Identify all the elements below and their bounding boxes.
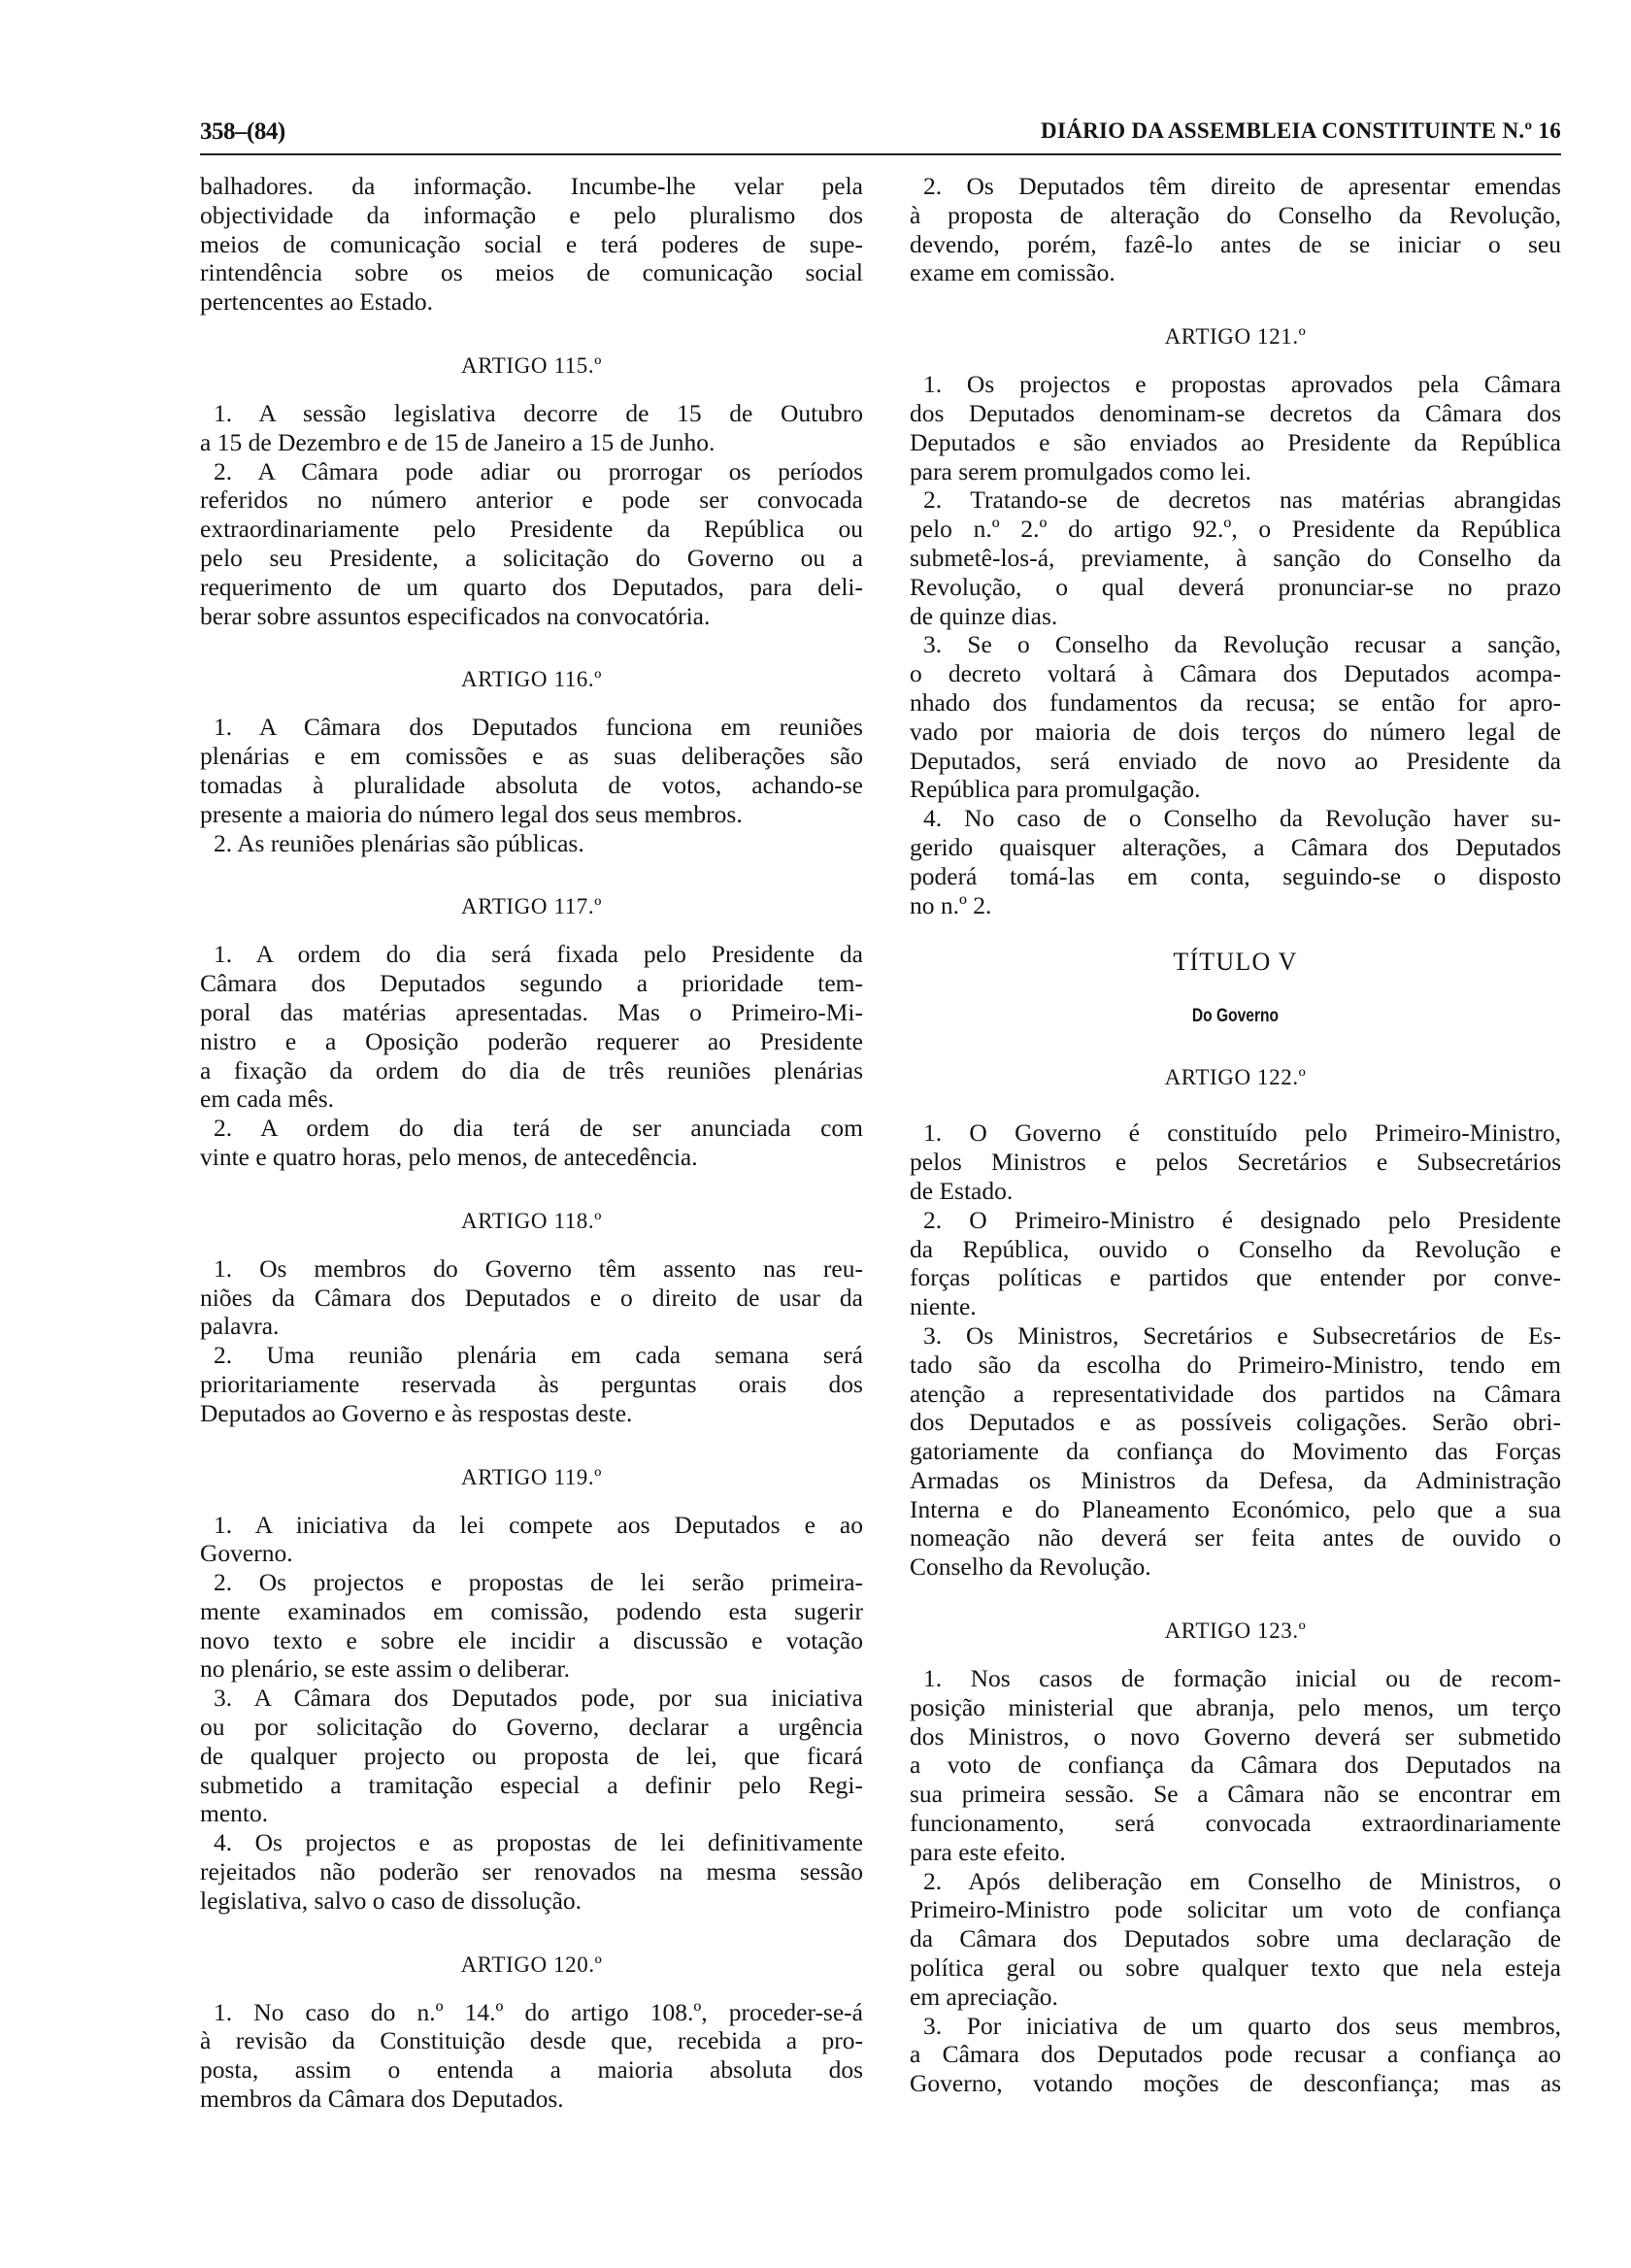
paragraph bbox=[200, 399, 863, 457]
article-heading: ARTIGO 121.º bbox=[1164, 324, 1307, 350]
text-line: niões da Câmara dos Deputados e o direito de usar da bbox=[200, 1283, 863, 1312]
text-line: submetido a tramitação especial a definir pelo Regi- bbox=[200, 1770, 863, 1799]
text-line: Governo. bbox=[200, 1539, 293, 1568]
article-heading: ARTIGO 118.º bbox=[461, 1208, 602, 1233]
article-heading: ARTIGO 122.º bbox=[1164, 1065, 1307, 1090]
paragraph bbox=[910, 1321, 1561, 1582]
text-line: rintendência sobre os meios de comunicação social bbox=[200, 258, 863, 287]
text-line: dos Deputados e as possíveis coligações. Serão obri- bbox=[910, 1408, 1561, 1437]
paragraph bbox=[910, 630, 1561, 804]
paragraph bbox=[200, 713, 863, 828]
text-line: funcionamento, será convocada extraordinariamente bbox=[910, 1809, 1561, 1838]
paragraph bbox=[200, 1828, 863, 1915]
paragraph bbox=[200, 1568, 863, 1684]
article-heading: ARTIGO 123.º bbox=[1164, 1618, 1307, 1644]
title-heading: TÍTULO V bbox=[1173, 948, 1298, 977]
paragraph bbox=[200, 457, 863, 631]
text-line: 2. As reuniões plenárias são públicas. bbox=[214, 828, 584, 857]
text-line: tado são da escolha do Primeiro-Ministro, tendo em bbox=[910, 1350, 1561, 1379]
paragraph bbox=[910, 1867, 1561, 2012]
text-line: em cada mês. bbox=[200, 1084, 335, 1114]
text-line: requerimento de um quarto dos Deputados, para deli- bbox=[200, 572, 863, 601]
text-line: referidos no número anterior e pode ser convocada bbox=[200, 485, 863, 515]
paragraph bbox=[200, 1684, 863, 1828]
text-line: sua primeira sessão. Se a Câmara não se encontrar em bbox=[910, 1780, 1561, 1809]
text-line: vado por maioria de dois terços do número legal de bbox=[910, 717, 1561, 746]
text-line: Deputados ao Governo e às respostas deste. bbox=[200, 1398, 633, 1427]
paragraph bbox=[200, 1114, 863, 1172]
text-line: exame em comissão. bbox=[910, 258, 1115, 287]
text-line: vinte e quatro horas, pelo menos, de antecedência. bbox=[200, 1142, 698, 1171]
page-number: 358–(84) bbox=[200, 118, 285, 145]
text-line: pelo seu Presidente, a solicitação do Governo ou a bbox=[200, 543, 863, 572]
paragraph bbox=[200, 1511, 863, 1569]
text-line: Deputados, será enviado de novo ao Presidente da bbox=[910, 746, 1561, 775]
text-line: Câmara dos Deputados segundo a prioridade tem- bbox=[200, 969, 863, 998]
text-line: 2. O Primeiro-Ministro é designado pelo Presidente bbox=[923, 1205, 1561, 1234]
text-line: 4. No caso de o Conselho da Revolução haver su- bbox=[923, 804, 1561, 833]
text-line: poderá tomá-las em conta, seguindo-se o disposto bbox=[910, 861, 1561, 890]
text-line: à revisão da Constituição desde que, recebida a pro- bbox=[200, 2026, 863, 2055]
paragraph bbox=[200, 1254, 863, 1341]
text-line: balhadores. da informação. Incumbe-lhe velar pela bbox=[200, 172, 863, 200]
text-line: a 15 de Dezembro e de 15 de Janeiro a 15 de Junho. bbox=[200, 427, 716, 456]
text-line: prioritariamente reservada às perguntas orais dos bbox=[200, 1369, 863, 1398]
text-line: Conselho da Revolução. bbox=[910, 1552, 1151, 1582]
text-line: 1. Nos casos de formação inicial ou de recom- bbox=[923, 1664, 1561, 1693]
paragraph bbox=[910, 1206, 1561, 1321]
text-line: legislativa, salvo o caso de dissolução. bbox=[200, 1885, 582, 1915]
text-line: poral das matérias apresentadas. Mas o Primeiro-Mi- bbox=[200, 997, 863, 1026]
text-line: 1. A ordem do dia será fixada pelo Presidente da bbox=[214, 940, 863, 969]
text-line: para serem promulgados como lei. bbox=[910, 456, 1251, 485]
text-line: da República, ouvido o Conselho da Revolução e bbox=[910, 1234, 1561, 1263]
paragraph bbox=[200, 1341, 863, 1427]
paragraph bbox=[200, 172, 863, 317]
text-line: 1. No caso do n.º 14.º do artigo 108.º, proceder-se-á bbox=[214, 1997, 863, 2026]
text-line: mento. bbox=[200, 1799, 269, 1828]
paragraph bbox=[910, 1664, 1561, 1867]
text-line: gerido quaisquer alterações, a Câmara dos Deputados bbox=[910, 832, 1561, 861]
text-line: mente examinados em comissão, podendo esta sugerir bbox=[200, 1596, 863, 1625]
text-line: de quinze dias. bbox=[910, 601, 1058, 630]
text-line: forças políticas e partidos que entender por conve- bbox=[910, 1263, 1561, 1292]
text-line: 1. Os membros do Governo têm assento nas reu- bbox=[214, 1253, 863, 1283]
text-line: dos Deputados denominam-se decretos da Câmara dos bbox=[910, 398, 1561, 427]
text-line: Primeiro-Ministro pode solicitar um voto de confiança bbox=[910, 1895, 1561, 1924]
text-line: 3. Se o Conselho da Revolução recusar a sanção, bbox=[923, 630, 1561, 659]
text-line: 1. O Governo é constituído pelo Primeiro-Ministro, bbox=[923, 1118, 1561, 1148]
text-line: República para promulgação. bbox=[910, 775, 1201, 804]
article-heading: ARTIGO 120.º bbox=[460, 1951, 603, 1977]
left-column bbox=[200, 172, 863, 2114]
text-line: no n.º 2. bbox=[910, 890, 992, 919]
article-heading: ARTIGO 115.º bbox=[461, 352, 602, 378]
text-line: 3. Por iniciativa de um quarto dos seus membros, bbox=[923, 2011, 1561, 2040]
text-line: em apreciação. bbox=[910, 1982, 1058, 2011]
text-line: à proposta de alteração do Conselho da Revolução, bbox=[910, 200, 1561, 229]
text-line: 2. Após deliberação em Conselho de Ministros, o bbox=[923, 1866, 1561, 1895]
text-line: pertencentes ao Estado. bbox=[200, 287, 434, 317]
header-rule bbox=[200, 153, 1561, 155]
text-line: niente. bbox=[910, 1292, 977, 1321]
text-line: berar sobre assuntos especificados na convocatória. bbox=[200, 601, 711, 630]
text-line: de qualquer projecto ou proposta de lei, que ficará bbox=[200, 1741, 863, 1770]
text-line: nistro e a Oposição poderão requerer ao Presidente bbox=[200, 1026, 863, 1055]
text-line: Revolução, o qual deverá pronunciar-se no prazo bbox=[910, 572, 1561, 601]
text-line: Interna e do Planeamento Económico, pelo que a sua bbox=[910, 1494, 1561, 1523]
text-line: Deputados e são enviados ao Presidente da República bbox=[910, 427, 1561, 456]
text-line: meios de comunicação social e terá poderes de supe- bbox=[200, 229, 863, 258]
paragraph bbox=[200, 1998, 863, 2114]
text-line: presente a maioria do número legal dos seus membros. bbox=[200, 799, 743, 828]
text-line: rejeitados não poderão ser renovados na mesma sessão bbox=[200, 1857, 863, 1886]
text-line: 3. A Câmara dos Deputados pode, por sua iniciativa bbox=[214, 1684, 863, 1713]
paragraph bbox=[910, 485, 1561, 630]
article-heading: ARTIGO 116.º bbox=[461, 667, 602, 692]
text-line: 1. A iniciativa da lei compete aos Deputados e ao bbox=[214, 1510, 863, 1539]
text-line: nomeação não deverá ser feita antes de ouvido o bbox=[910, 1523, 1561, 1552]
text-line: de Estado. bbox=[910, 1176, 1014, 1205]
text-line: palavra. bbox=[200, 1312, 280, 1341]
text-line: a Câmara dos Deputados pode recusar a confiança ao bbox=[910, 2040, 1561, 2069]
paragraph bbox=[200, 829, 863, 858]
text-line: da Câmara dos Deputados sobre uma declaração de bbox=[910, 1924, 1561, 1953]
text-line: 2. Os Deputados têm direito de apresentar emendas bbox=[923, 172, 1561, 200]
paragraph bbox=[910, 2012, 1561, 2098]
text-line: dos Ministros, o novo Governo deverá ser submetido bbox=[910, 1721, 1561, 1751]
article-heading: ARTIGO 117.º bbox=[461, 894, 602, 919]
text-line: 2. A ordem do dia terá de ser anunciada com bbox=[214, 1114, 863, 1143]
text-line: ou por solicitação do Governo, declarar a urgência bbox=[200, 1713, 863, 1742]
text-line: devendo, porém, fazê-lo antes de se iniciar o seu bbox=[910, 229, 1561, 258]
text-line: novo texto e sobre ele incidir a discussão e votação bbox=[200, 1625, 863, 1654]
text-line: tomadas à pluralidade absoluta de votos, achando-se bbox=[200, 770, 863, 799]
text-line: 1. Os projectos e propostas aprovados pela Câmara bbox=[923, 370, 1561, 399]
section-subtitle: Do Governo bbox=[1191, 1006, 1280, 1027]
text-line: 2. Uma reunião plenária em cada semana será bbox=[214, 1341, 863, 1370]
paragraph bbox=[910, 172, 1561, 287]
text-line: posta, assim o entenda a maioria absoluta dos bbox=[200, 2055, 863, 2085]
text-line: gatoriamente da confiança do Movimento das Forças bbox=[910, 1437, 1561, 1466]
text-line: Governo, votando moções de desconfiança; mas as bbox=[910, 2069, 1561, 2098]
page-header bbox=[200, 118, 1561, 153]
text-line: membros da Câmara dos Deputados. bbox=[200, 2085, 564, 2114]
text-line: atenção a representatividade dos partidos na Câmara bbox=[910, 1379, 1561, 1408]
text-line: 2. Tratando-se de decretos nas matérias abrangidas bbox=[923, 485, 1561, 515]
text-line: 3. Os Ministros, Secretários e Subsecretários de Es- bbox=[923, 1320, 1561, 1350]
text-line: pelos Ministros e pelos Secretários e Subsecretários bbox=[910, 1148, 1561, 1177]
text-line: política geral ou sobre qualquer texto que nela esteja bbox=[910, 1953, 1561, 1983]
text-line: 2. Os projectos e propostas de lei serão primeira- bbox=[214, 1568, 863, 1597]
text-line: a voto de confiança da Câmara dos Deputados na bbox=[910, 1751, 1561, 1780]
text-line: plenárias e em comissões e as suas deliberações são bbox=[200, 742, 863, 771]
text-line: o decreto voltará à Câmara dos Deputados acompa- bbox=[910, 659, 1561, 688]
text-line: Armadas os Ministros da Defesa, da Administração bbox=[910, 1465, 1561, 1494]
text-line: 1. A sessão legislativa decorre de 15 de Outubro bbox=[214, 398, 863, 427]
publication-title: DIÁRIO DA ASSEMBLEIA CONSTITUINTE N.º 16 bbox=[1041, 118, 1561, 143]
text-line: posição ministerial que abranja, pelo menos, um terço bbox=[910, 1692, 1561, 1721]
right-column bbox=[910, 172, 1561, 2098]
paragraph bbox=[910, 804, 1561, 919]
text-line: submetê-los-á, previamente, à sanção do Conselho da bbox=[910, 543, 1561, 572]
text-line: 1. A Câmara dos Deputados funciona em reuniões bbox=[214, 713, 863, 742]
text-line: a fixação da ordem do dia de três reuniões plenárias bbox=[200, 1055, 863, 1084]
paragraph bbox=[200, 940, 863, 1114]
text-line: 2. A Câmara pode adiar ou prorrogar os períodos bbox=[214, 456, 863, 485]
text-line: para este efeito. bbox=[910, 1837, 1066, 1866]
paragraph bbox=[910, 1118, 1561, 1205]
text-line: no plenário, se este assim o deliberar. bbox=[200, 1654, 570, 1684]
text-line: 4. Os projectos e as propostas de lei definitivamente bbox=[214, 1828, 863, 1857]
text-line: pelo n.º 2.º do artigo 92.º, o Presidente da República bbox=[910, 515, 1561, 544]
text-line: objectividade da informação e pelo pluralismo dos bbox=[200, 200, 863, 229]
paragraph bbox=[910, 370, 1561, 485]
article-heading: ARTIGO 119.º bbox=[461, 1464, 602, 1489]
text-line: extraordinariamente pelo Presidente da República ou bbox=[200, 515, 863, 544]
text-line: nhado dos fundamentos da recusa; se então for apro- bbox=[910, 687, 1561, 717]
